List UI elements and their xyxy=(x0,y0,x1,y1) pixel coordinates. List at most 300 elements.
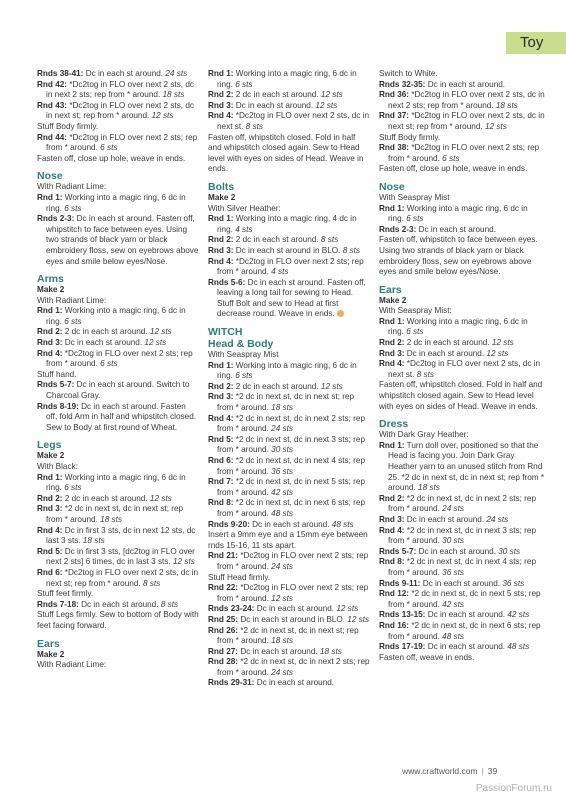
stitch-count: 12 sts xyxy=(172,557,195,567)
instruction-text: With Dark Gray Heather: xyxy=(379,430,469,440)
make-count: Make 2 xyxy=(37,285,65,295)
page-number: 39 xyxy=(487,766,498,776)
round-instruction xyxy=(208,361,370,382)
column-2 xyxy=(208,69,370,689)
make-count: Make 2 xyxy=(208,192,236,202)
round-instruction xyxy=(37,69,199,80)
section-heading: Nose xyxy=(37,170,63,183)
round-label: Rnd 44: xyxy=(37,132,68,142)
round-text: Working into a magic ring, 6 dc in ring. xyxy=(388,203,528,224)
round-text: *Dc2tog in FLO over next 2 sts; rep from * around. xyxy=(217,256,364,277)
round-text: *2 dc in next st, dc in next 6 sts; rep from * around. xyxy=(388,620,541,641)
round-instruction xyxy=(37,526,199,547)
stitch-count: 12 sts xyxy=(484,121,507,131)
round-text: Dc in each st around. xyxy=(81,599,161,609)
round-text: Dc in each st around. xyxy=(85,69,166,78)
round-label: Rnd 3: xyxy=(37,504,63,514)
stitch-count: 24 sts xyxy=(165,69,188,78)
round-instruction xyxy=(379,338,545,349)
instruction-text: With Radiant Lime: xyxy=(37,660,107,670)
round-label: Rnds 38-41: xyxy=(37,69,84,78)
round-text: Dc in each st around. xyxy=(406,514,487,524)
round-instruction xyxy=(208,615,370,626)
round-instruction xyxy=(379,557,545,578)
round-label: Rnds 17-19: xyxy=(379,642,426,652)
end-mark-icon xyxy=(337,310,344,317)
round-label: Rnds 32-35: xyxy=(379,79,426,89)
round-label: Rnd 42: xyxy=(37,79,68,89)
stitch-count: 36 sts xyxy=(442,567,465,577)
instruction-text: Fasten off, whipstitch closed. Fold in half and whipstitch closed again. Sew to Head level with eyes on sides of Head. Weave in ends. xyxy=(208,132,364,174)
round-label: Rnd 4: xyxy=(379,525,405,535)
round-label: Rnd 1: xyxy=(37,192,63,202)
round-instruction xyxy=(379,111,545,132)
round-label: Rnd 8: xyxy=(208,498,234,508)
stitch-count: 48 sts xyxy=(331,519,354,529)
round-instruction xyxy=(208,456,370,477)
round-instruction xyxy=(37,547,199,568)
stitch-count: 6 sts xyxy=(100,359,118,369)
round-text: *Dc2tog in FLO over next 2 sts, dc in next st. xyxy=(388,359,541,379)
column-3 xyxy=(379,69,545,663)
round-instruction xyxy=(379,90,545,111)
section-heading: Nose xyxy=(379,180,405,193)
round-text: Working into a magic ring, 6 dc in ring. xyxy=(46,306,186,326)
round-label: Rnd 2: xyxy=(37,327,63,337)
round-instruction xyxy=(379,589,545,610)
stitch-count: 12 sts xyxy=(144,338,167,348)
instruction-text: Fasten off, weave in ends. xyxy=(379,652,475,662)
round-instruction xyxy=(208,477,370,498)
stitch-count: 18 sts xyxy=(162,90,185,100)
round-label: Rnd 1: xyxy=(208,69,234,78)
watermark: PassionForum.ru xyxy=(475,783,552,794)
stitch-count: 18 sts xyxy=(82,536,105,546)
round-instruction xyxy=(37,600,199,611)
round-text: *2 dc in next st, dc in next 3 sts; rep from * around. xyxy=(388,525,537,546)
stitch-count: 18 sts xyxy=(100,514,123,524)
stitch-count: 48 sts xyxy=(442,631,465,641)
round-label: Rnd 3: xyxy=(379,514,405,524)
round-label: Rnd 1: xyxy=(379,440,405,450)
round-label: Rnd 2: xyxy=(379,338,405,348)
stitch-count: 48 sts xyxy=(271,508,294,518)
round-instruction xyxy=(37,402,199,434)
round-text: Working into a magic ring, 6 dc in ring. xyxy=(46,472,186,493)
round-label: Rnd 1: xyxy=(208,360,234,370)
round-instruction xyxy=(379,80,545,91)
round-label: Rnd 3: xyxy=(208,100,234,110)
stitch-count: 12 sts xyxy=(336,604,359,614)
round-text: Dc in each st around. xyxy=(64,338,145,348)
round-label: Rnd 3: xyxy=(379,348,405,358)
round-instruction xyxy=(37,214,199,267)
round-instruction xyxy=(208,657,370,678)
round-text: 2 dc in each st around. xyxy=(235,90,321,100)
round-instruction xyxy=(379,143,545,164)
stitch-count: 6 sts xyxy=(64,203,82,213)
round-text: 2 dc in each st around. xyxy=(406,338,492,348)
stitch-count: 24 sts xyxy=(271,561,294,571)
instruction-text: With Seaspray Mist: xyxy=(379,306,452,316)
round-text: *2 dc in next st, dc in next st; rep from * around. xyxy=(217,392,355,413)
round-label: Rnd 3: xyxy=(208,245,234,255)
round-text: *Dc2tog in FLO over next 2 sts, dc in next 2 sts; rep from * around. xyxy=(388,90,545,110)
round-text: *Dc2tog in FLO over next 2 sts, dc in next st; rep from * around. xyxy=(46,567,199,588)
round-text: Dc in each st around. xyxy=(422,578,503,588)
round-text: Dc in first 3 sts, dc in next 12 sts, dc last 3 sts. xyxy=(46,525,196,546)
round-text: *Dc2tog in FLO over next 2 sts, dc in next st. xyxy=(217,111,370,131)
round-label: Rnd 37: xyxy=(379,111,410,121)
round-label: Rnd 1: xyxy=(379,316,405,326)
round-instruction xyxy=(37,349,199,370)
stitch-count: 6 sts xyxy=(442,153,460,163)
section-heading: WITCH xyxy=(208,326,243,339)
round-text: Dc in each st around. Switch to Charcoal Gray. xyxy=(46,380,190,401)
section-heading: Dress xyxy=(379,418,409,431)
round-text: Dc in each st around. xyxy=(418,224,496,234)
round-instruction xyxy=(379,610,545,621)
round-text: *2 dc in next st, dc in next 6 sts; rep from * around. xyxy=(217,498,366,518)
round-label: Rnd 6: xyxy=(208,456,234,465)
instruction-text: Fasten off, whipstitch to face between eyes. Using two strands of black yarn or black embroidery floss, sew on eyebrows above eyes and smile below eyes/Nose. xyxy=(379,235,538,277)
round-label: Rnds 13-15: xyxy=(379,610,426,620)
instruction-text: Switch to White. xyxy=(379,69,438,78)
instruction-text: Stuff Head firmly. xyxy=(208,572,271,582)
round-label: Rnd 38: xyxy=(379,143,410,153)
round-text: *2 dc in next st, dc in next 3 sts; rep from * around. xyxy=(217,434,366,455)
stitch-count: 24 sts xyxy=(271,424,294,434)
round-instruction xyxy=(379,526,545,547)
round-label: Rnd 22: xyxy=(208,583,239,593)
round-label: Rnd 6: xyxy=(37,567,63,577)
round-text: Dc in each st around. xyxy=(427,642,508,652)
instruction-text: Stuff Legs firmly. Sew to bottom of Body with feet facing forward. xyxy=(37,610,199,630)
round-instruction xyxy=(208,498,370,519)
instruction-text: With Radiant Lime: xyxy=(37,182,107,192)
round-instruction xyxy=(208,214,370,235)
section-heading: Legs xyxy=(37,439,62,452)
round-instruction xyxy=(37,80,199,101)
round-label: Rnds 5-7: xyxy=(379,546,417,556)
round-instruction xyxy=(379,494,545,515)
round-text: 2 dc in each st around. xyxy=(64,493,150,503)
round-label: Rnd 4: xyxy=(37,348,63,358)
round-instruction xyxy=(37,327,199,338)
instruction-text: Fasten off, whipstitch closed. Fold in half and whipstitch closed again. Sew to Head level with eyes on sides of Head. Weave in ends. xyxy=(379,380,543,411)
instruction-text: With Silver Heather: xyxy=(208,203,281,213)
round-text: Dc in each st around. xyxy=(427,610,508,620)
round-instruction xyxy=(37,494,199,505)
round-instruction xyxy=(379,359,545,380)
stitch-count: 30 sts xyxy=(271,445,294,455)
stitch-count: 36 sts xyxy=(502,578,525,588)
stitch-count: 12 sts xyxy=(151,111,174,121)
round-text: Dc in each st around. Fasten off, fold Arm in half and whipstitch closed. Sew to Body at first round of Wheat. xyxy=(46,401,197,432)
instruction-text: Fasten off, close up hole, weave in ends. xyxy=(37,153,186,163)
round-text: Dc in each st around. xyxy=(240,646,320,656)
stitch-count: 6 sts xyxy=(406,327,424,337)
round-text: *2 dc in next st, dc in next 2 sts; rep from * around. xyxy=(217,657,370,677)
stitch-count: 8 sts xyxy=(160,599,179,609)
page-footer xyxy=(402,766,497,776)
round-instruction xyxy=(208,278,370,320)
round-instruction xyxy=(379,621,545,642)
round-text: Dc in each st around. xyxy=(256,678,335,688)
stitch-count: 8 sts xyxy=(245,121,263,131)
round-text: Dc in each st around. Fasten off, leaving a long tail for sewing to Head. Stuff Bolt and sew to Head at first decrease round. Weave in ends. xyxy=(217,277,366,319)
stitch-count: 42 sts xyxy=(271,487,294,497)
round-label: Rnd 43: xyxy=(37,100,68,110)
stitch-count: 12 sts xyxy=(347,614,370,624)
instruction-text: With Seaspray Mist xyxy=(379,192,450,202)
stitch-count: 6 sts xyxy=(235,371,253,381)
round-label: Rnd 4: xyxy=(379,359,405,369)
footer-site[interactable]: www.craftworld.com xyxy=(402,766,478,776)
round-label: Rnd 2: xyxy=(208,235,234,245)
round-label: Rnd 4: xyxy=(208,413,234,423)
section-heading: Arms xyxy=(37,273,64,286)
round-label: Rnd 8: xyxy=(379,557,405,567)
stitch-count: 18 sts xyxy=(495,100,518,110)
round-instruction xyxy=(208,414,370,435)
round-label: Rnd 25: xyxy=(208,614,239,624)
round-label: Rnd 1: xyxy=(208,214,234,224)
instruction-text: With Radiant Lime: xyxy=(37,295,107,305)
round-label: Rnd 16: xyxy=(379,620,410,630)
round-label: Rnd 36: xyxy=(379,90,410,100)
round-label: Rnd 1: xyxy=(37,472,63,482)
round-instruction xyxy=(37,133,199,154)
stitch-count: 30 sts xyxy=(498,546,521,556)
round-instruction xyxy=(208,235,370,246)
round-label: Rnd 5: xyxy=(208,434,234,444)
round-instruction xyxy=(208,604,370,615)
round-text: Dc in first 3 sts, [dc2tog in FLO over next 2 sts] 6 times, dc in last 3 sts. xyxy=(46,546,195,567)
round-instruction xyxy=(379,642,545,653)
instruction-text: With Seaspray Mist xyxy=(208,350,279,360)
round-instruction xyxy=(208,678,370,689)
stitch-count: 12 sts xyxy=(320,90,343,100)
round-text: *Dc2tog in FLO over next 2 sts; rep from * around. xyxy=(46,348,193,369)
round-instruction xyxy=(208,392,370,413)
stitch-count: 42 sts xyxy=(442,599,465,609)
round-instruction xyxy=(379,441,545,494)
round-label: Rnds 2-3: xyxy=(379,224,417,234)
round-text: 2 dc in each st around. xyxy=(235,235,321,245)
round-label: Rnd 1: xyxy=(379,203,405,213)
round-text: Dc in each st around. Fasten off, whipstitch to face between eyes. Using two strands of black yarn or black embroidery floss, sew on eyebrows above eyes and smile below eyes/Nose. xyxy=(46,214,199,266)
round-instruction xyxy=(208,382,370,393)
round-label: Rnd 28: xyxy=(208,657,239,667)
stitch-count: 6 sts xyxy=(64,483,82,493)
round-label: Rnd 21: xyxy=(208,551,239,561)
round-text: *2 dc in next st, dc in next 5 sts; rep from * around. xyxy=(388,589,541,609)
round-instruction xyxy=(208,583,370,604)
round-instruction xyxy=(37,380,199,401)
make-count: Make 2 xyxy=(379,295,407,305)
stitch-count: 12 sts xyxy=(491,338,514,348)
round-text: Dc in each st around. xyxy=(418,546,499,556)
stitch-count: 8 sts xyxy=(416,369,434,379)
round-text: 2 dc in each st around. xyxy=(235,381,321,391)
instruction-text: With Black: xyxy=(37,462,78,471)
round-instruction xyxy=(208,101,370,112)
section-heading: Bolts xyxy=(208,180,235,193)
stitch-count: 48 sts xyxy=(507,642,530,652)
round-label: Rnds 9-11: xyxy=(379,578,421,588)
round-instruction xyxy=(208,626,370,647)
round-label: Rnd 4: xyxy=(208,256,234,266)
round-label: Rnds 23-24: xyxy=(208,604,255,614)
round-label: Rnds 8-19: xyxy=(37,401,79,411)
round-label: Rnds 7-18: xyxy=(37,599,79,609)
stitch-count: 36 sts xyxy=(271,466,294,476)
round-instruction xyxy=(37,101,199,122)
stitch-count: 12 sts xyxy=(149,493,172,503)
footer-separator: | xyxy=(481,766,484,776)
stitch-count: 30 sts xyxy=(442,536,465,546)
round-instruction xyxy=(379,349,545,360)
column-1 xyxy=(37,69,199,671)
section-heading: Ears xyxy=(379,283,402,296)
round-instruction xyxy=(208,90,370,101)
round-instruction xyxy=(379,579,545,590)
round-instruction xyxy=(379,547,545,558)
round-text: 2 dc in each st around. xyxy=(64,327,150,337)
stitch-count: 12 sts xyxy=(315,100,338,110)
stitch-count: 8 sts xyxy=(142,578,161,588)
round-instruction xyxy=(37,568,199,589)
round-text: *2 dc in next st, dc in next 4 sts; rep from * around. xyxy=(388,557,537,577)
stitch-count: 18 sts xyxy=(418,483,440,493)
round-label: Rnd 4: xyxy=(208,111,234,121)
instruction-text: Insert a 9mm eye and a 15mm eye between rnds 15-16, 11 sts apart. xyxy=(208,530,368,550)
stitch-count: 12 sts xyxy=(149,327,172,337)
section-heading: Head & Body xyxy=(208,338,274,351)
round-label: Rnd 2: xyxy=(208,90,234,100)
round-label: Rnds 2-3: xyxy=(37,214,75,224)
round-text: *Dc2tog in FLO over next 2 sts, dc in next 2 sts; rep from * around. xyxy=(46,79,194,100)
stitch-count: 24 sts xyxy=(442,504,465,514)
round-label: Rnd 5: xyxy=(37,546,63,556)
stitch-count: 6 sts xyxy=(406,214,424,224)
round-text: Working into a magic ring, 6 dc in ring. xyxy=(388,316,528,337)
round-text: Dc in each st around. xyxy=(252,519,332,529)
round-label: Rnds 9-20: xyxy=(208,519,250,529)
round-text: *2 dc in next st, dc in next 4 sts; rep from * around. xyxy=(217,456,366,476)
round-instruction xyxy=(379,225,545,236)
round-label: Rnd 2: xyxy=(37,493,63,503)
stitch-count: 8 sts xyxy=(320,235,339,245)
stitch-count: 42 sts xyxy=(507,610,530,620)
stitch-count: 18 sts xyxy=(319,646,342,656)
round-instruction xyxy=(379,317,545,338)
round-instruction xyxy=(37,306,199,327)
round-label: Rnds 5-6: xyxy=(208,277,246,287)
stitch-count: 8 sts xyxy=(342,245,361,255)
round-text: Dc in each st around. xyxy=(427,79,506,89)
instruction-text: Fasten off, close up hole, weave in ends. xyxy=(379,164,528,174)
round-instruction xyxy=(37,504,199,525)
round-label: Rnd 7: xyxy=(208,477,234,487)
round-text: Working into a magic ring, 6 dc in ring. xyxy=(217,69,357,89)
round-instruction xyxy=(379,515,545,526)
make-count: Make 2 xyxy=(37,649,65,659)
round-label: Rnds 29-31: xyxy=(208,678,255,688)
section-tab: Toy xyxy=(506,32,566,54)
round-instruction xyxy=(208,246,370,257)
stitch-count: 24 sts xyxy=(271,667,294,677)
round-instruction xyxy=(208,69,370,90)
round-label: Rnd 1: xyxy=(37,306,63,316)
stitch-count: 24 sts xyxy=(486,514,509,524)
round-label: Rnd 3: xyxy=(208,392,234,402)
stitch-count: 6 sts xyxy=(64,316,82,326)
round-text: *2 dc in next st, dc in next 5 sts; rep from * around. xyxy=(217,477,366,497)
round-text: Dc in each st around. xyxy=(256,604,337,614)
round-instruction xyxy=(208,647,370,658)
round-text: *Dc2tog in FLO over next 2 sts, dc in next st; rep from * around. xyxy=(46,100,194,121)
round-instruction xyxy=(379,204,545,225)
round-text: *Dc2tog in FLO over next 2 sts; rep from * around. xyxy=(217,583,369,603)
section-heading: Ears xyxy=(37,637,60,650)
round-label: Rnd 26: xyxy=(208,625,239,635)
stitch-count: 12 sts xyxy=(486,348,509,358)
stitch-count: 6 sts xyxy=(100,143,118,153)
round-text: *2 dc in next st, dc in next 2 sts; rep from * around. xyxy=(217,413,366,434)
stitch-count: 4 sts xyxy=(235,224,253,234)
round-text: Dc in each st around. xyxy=(235,100,316,110)
round-instruction xyxy=(37,338,199,349)
round-text: Turn doll over, positioned so that the Head is facing you. Join Dark Gray Heather yarn to an unused stitch from Rnd 25. *2 dc in next st, dc in next st; rep from * around. xyxy=(388,440,545,493)
round-text: *Dc2tog in FLO over next 2 sts; rep from * around. xyxy=(46,132,198,153)
round-text: Working into a magic ring, 4 dc in ring. xyxy=(217,214,357,234)
instruction-text: Stuff feet firmly. xyxy=(37,589,94,599)
round-text: Working into a magic ring, 6 dc in ring. xyxy=(217,360,357,381)
stitch-count: 18 sts xyxy=(271,403,294,413)
round-label: Rnd 27: xyxy=(208,646,239,656)
round-label: Rnd 2: xyxy=(208,381,234,391)
round-text: Dc in each st around in BLO. xyxy=(235,245,343,255)
instruction-text: Stuff Body firmly. xyxy=(379,132,441,142)
stitch-count: 18 sts xyxy=(271,636,294,646)
round-label: Rnd 12: xyxy=(379,589,410,599)
round-instruction xyxy=(37,193,199,214)
round-label: Rnd 2: xyxy=(379,493,405,503)
instruction-text: Stuff hand. xyxy=(37,369,77,379)
round-instruction xyxy=(208,435,370,456)
round-text: *2 dc in next st, dc in next st; rep from * around. xyxy=(217,625,359,646)
instruction-text: Stuff Body firmly. xyxy=(37,121,99,131)
round-instruction xyxy=(208,520,370,531)
round-text: *2 dc in next st, dc in next 2 sts; rep from * around. xyxy=(388,493,537,514)
round-text: *Dc2tog in FLO over next 2 sts; rep from * around. xyxy=(217,551,369,571)
stitch-count: 4 sts xyxy=(271,267,289,277)
round-text: *2 dc in next st, dc in next st; rep from * around. xyxy=(46,504,184,524)
round-text: Dc in each st around. xyxy=(406,348,487,358)
make-count: Make 2 xyxy=(37,451,65,461)
stitch-count: 12 sts xyxy=(320,381,343,391)
round-text: *Dc2tog in FLO over next 2 sts; rep from * around. xyxy=(388,143,540,163)
round-text: *Dc2tog in FLO over next 2 sts, dc in next st; rep from * around. xyxy=(388,111,545,131)
round-label: Rnd 4: xyxy=(37,525,63,535)
round-instruction xyxy=(208,111,370,132)
round-label: Rnds 5-7: xyxy=(37,380,75,390)
round-text: Working into a magic ring, 6 dc in ring. xyxy=(46,192,186,213)
round-instruction xyxy=(208,257,370,278)
round-text: Dc in each st around in BLO. xyxy=(240,614,348,624)
